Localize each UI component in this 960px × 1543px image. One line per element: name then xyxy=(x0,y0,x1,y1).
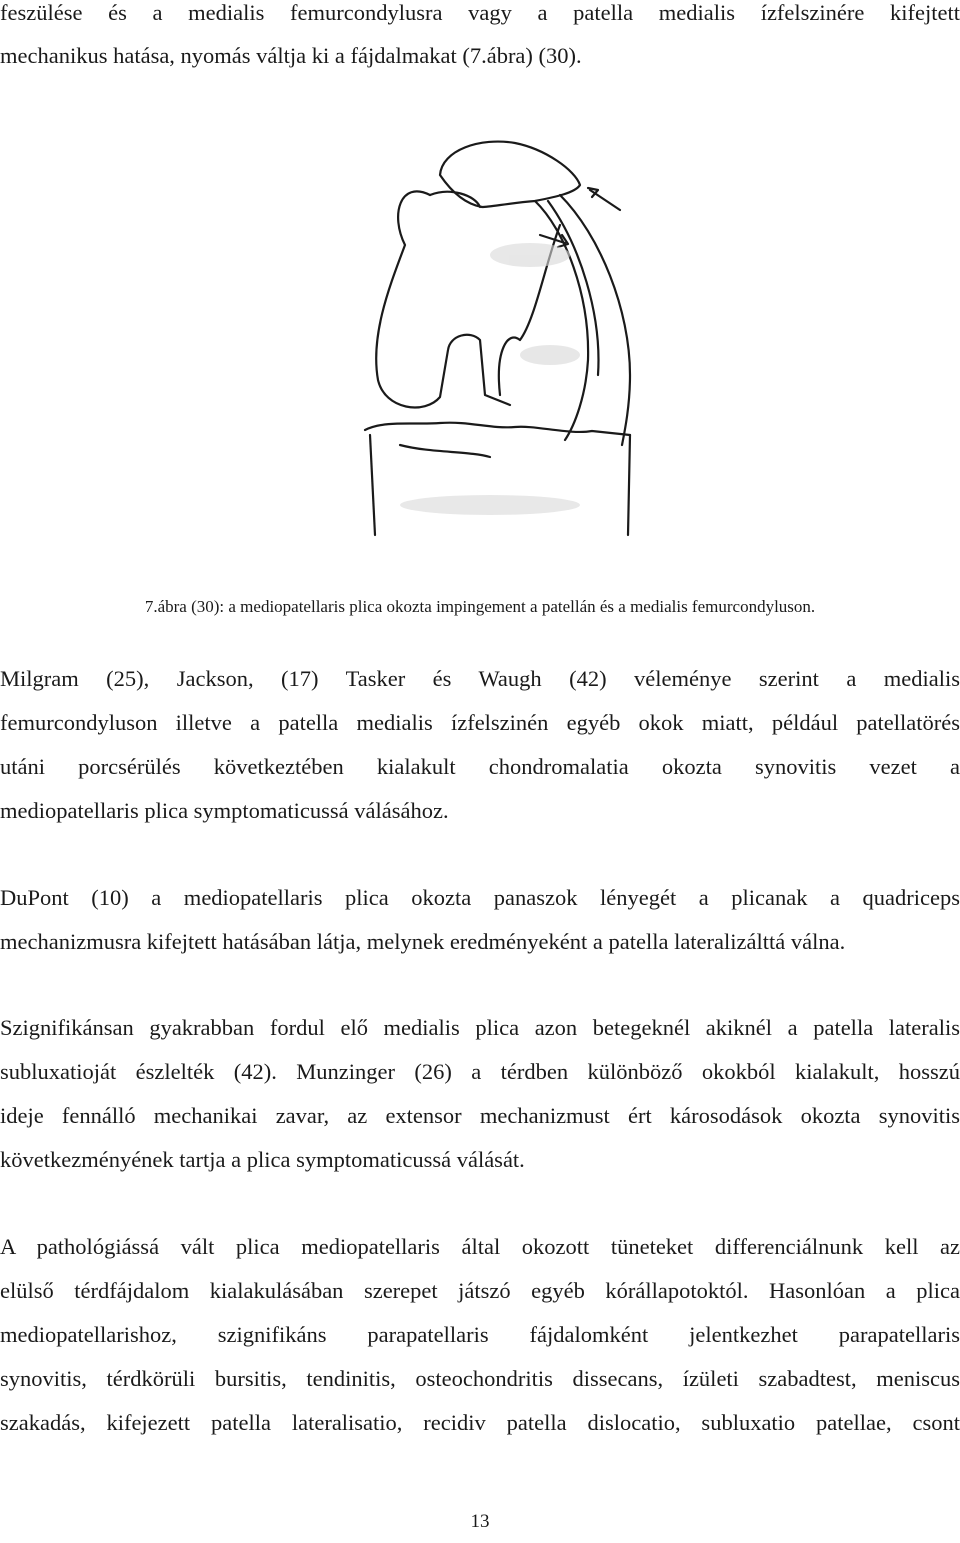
intro-line-2: mechanikus hatása, nyomás váltja ki a fájdalmakat (7.ábra) (30). xyxy=(0,43,582,68)
paragraph-3-line-4: következményének tartja a plica symptomaticussá válását. xyxy=(0,1147,525,1172)
paragraph-1-line-3: utáni porcsérülés következtében kialakult chondromalatia okozta synovitis vezet a xyxy=(0,754,960,779)
page-number: 13 xyxy=(470,1511,490,1532)
paragraph-2-line-2: mechanizmusra kifejtett hatásában látja, melynek eredményeként a patella lateralizálttá válna. xyxy=(0,929,846,954)
paragraph-1-line-1: Milgram (25), Jackson, (17) Tasker és Waugh (42) véleménye szerint a medialis xyxy=(0,666,960,691)
paragraph-1-line-2: femurcondyluson illetve a patella medialis ízfelszinén egyéb okok miatt, például patellatörés xyxy=(0,710,960,735)
paragraph-3-line-2: subluxatioját észlelték (42). Munzinger (26) a térdben különböző okokból kialakult, hosszú xyxy=(0,1059,960,1084)
knee-illustration xyxy=(330,135,650,545)
paragraph-4-line-3: mediopatellarishoz, szignifikáns parapatellaris fájdalomként jelentkezhet parapatellaris xyxy=(0,1322,960,1347)
paragraph-1-line-4: mediopatellaris plica symptomaticussá válásához. xyxy=(0,798,449,823)
intro-line-1: feszülése és a medialis femurcondylusra vagy a patella medialis ízfelszinére kifejtett xyxy=(0,0,960,25)
paragraph-2-line-1: DuPont (10) a mediopatellaris plica okozta panaszok lényegét a plicanak a quadriceps xyxy=(0,885,960,910)
paragraph-3-line-3: ideje fennálló mechanikai zavar, az extensor mechanizmust ért károsodások okozta synovitis xyxy=(0,1103,960,1128)
paragraph-4-line-1: A pathológiássá vált plica mediopatellaris által okozott tüneteket differenciálnunk kell az xyxy=(0,1234,960,1259)
paragraph-4-line-5: szakadás, kifejezett patella lateralisatio, recidiv patella dislocatio, subluxatio patellae, csont xyxy=(0,1410,960,1435)
knee-drawing xyxy=(330,135,650,545)
paragraph-4-line-2: elülső térdfájdalom kialakulásában szerepet játszó egyéb kórállapotoktól. Hasonlóan a plica xyxy=(0,1278,960,1303)
paragraph-3-line-1: Szignifikánsan gyakrabban fordul elő medialis plica azon betegeknél akiknél a patella lateralis xyxy=(0,1015,960,1040)
figure-caption: 7.ábra (30): a mediopatellaris plica okozta impingement a patellán és a medialis femurcondyluson. xyxy=(144,597,816,616)
paragraph-4-line-4: synovitis, térdkörüli bursitis, tendinitis, osteochondritis dissecans, ízületi szabadtest, meniscus xyxy=(0,1366,960,1391)
